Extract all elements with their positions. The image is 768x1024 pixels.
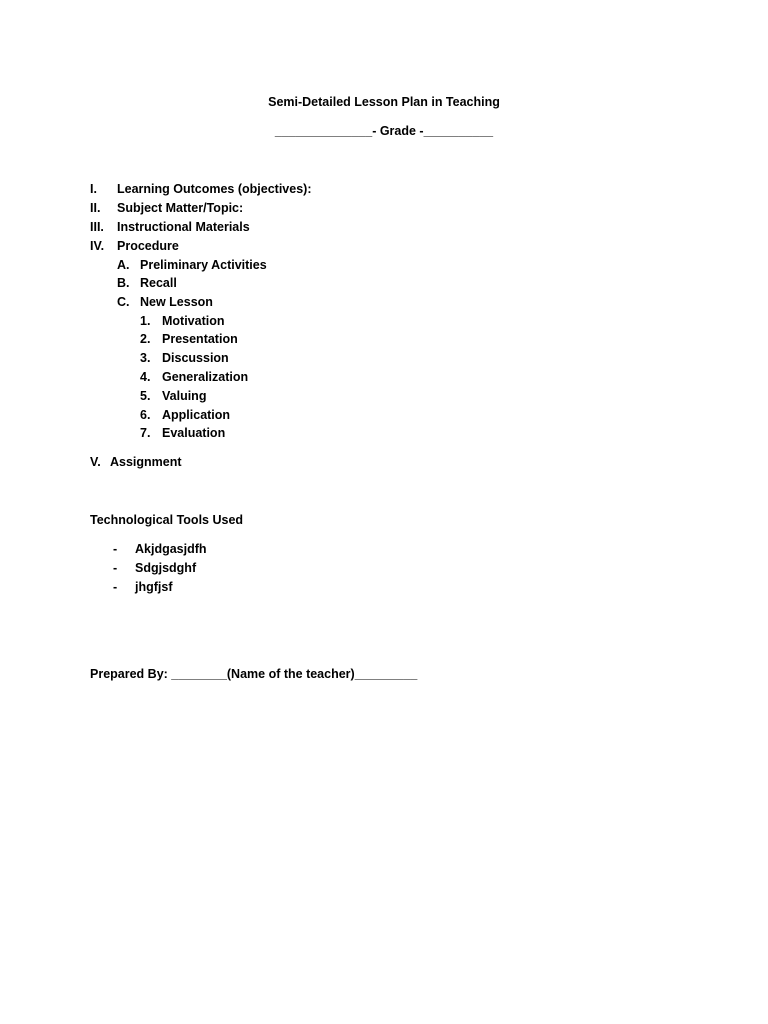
outline-text: Instructional Materials — [117, 220, 250, 234]
outline-marker: IV. — [90, 239, 105, 253]
outline-marker: I. — [90, 182, 97, 196]
procedure-marker: C. — [117, 295, 130, 309]
new-lesson-marker: 3. — [140, 351, 151, 365]
outline-text: Procedure — [117, 239, 179, 253]
new-lesson-text: Application — [162, 408, 231, 422]
new-lesson-text: Discussion — [162, 351, 229, 365]
tool-marker: - — [113, 580, 118, 594]
tool-text: jhgfjsf — [135, 580, 173, 594]
assignment-marker: V. — [90, 455, 101, 469]
outline-text: Learning Outcomes (objectives): — [117, 182, 312, 196]
new-lesson-marker: 4. — [140, 370, 151, 384]
tool-text: Sdgjsdghf — [135, 561, 197, 575]
tool-marker: - — [113, 542, 118, 556]
procedure-text: Preliminary Activities — [140, 258, 267, 272]
grade-line: ______________- Grade -__________ — [274, 124, 494, 138]
new-lesson-text: Presentation — [162, 332, 238, 346]
outline-marker: II. — [90, 201, 101, 215]
tools-heading: Technological Tools Used — [90, 513, 244, 527]
assignment-text: Assignment — [110, 455, 182, 469]
tool-text: Akjdgasjdfh — [135, 542, 207, 556]
new-lesson-marker: 2. — [140, 332, 151, 346]
new-lesson-marker: 6. — [140, 408, 151, 422]
tool-marker: - — [113, 561, 118, 575]
prepared-by-line: Prepared By: ________(Name of the teacher)_________ — [90, 667, 418, 681]
new-lesson-marker: 1. — [140, 314, 151, 328]
new-lesson-text: Evaluation — [162, 426, 226, 440]
procedure-text: Recall — [140, 276, 177, 290]
new-lesson-text: Valuing — [162, 389, 207, 403]
procedure-marker: B. — [117, 276, 130, 290]
procedure-marker: A. — [117, 258, 130, 272]
procedure-text: New Lesson — [140, 295, 213, 309]
document-title: Semi-Detailed Lesson Plan in Teaching — [268, 95, 500, 109]
new-lesson-marker: 5. — [140, 389, 151, 403]
new-lesson-text: Motivation — [162, 314, 225, 328]
new-lesson-marker: 7. — [140, 426, 151, 440]
outline-text: Subject Matter/Topic: — [117, 201, 244, 215]
outline-marker: III. — [90, 220, 104, 234]
new-lesson-text: Generalization — [162, 370, 249, 384]
